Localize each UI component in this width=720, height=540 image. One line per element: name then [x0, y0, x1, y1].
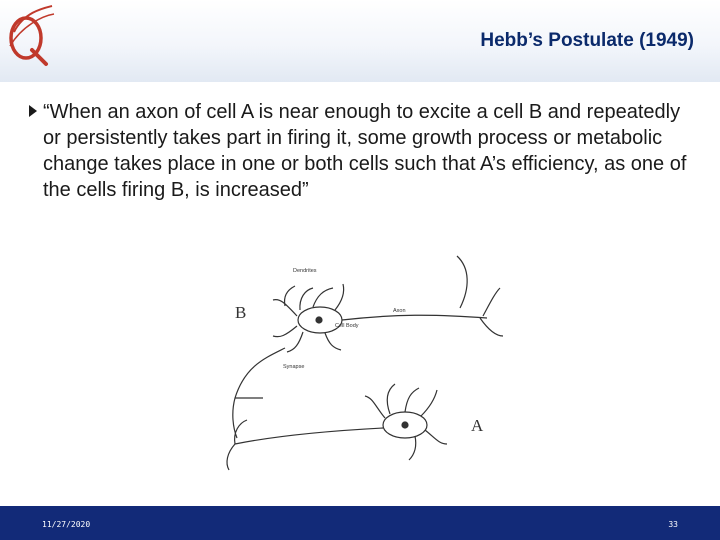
q-logo-icon	[4, 2, 56, 68]
footer-date: 11/27/2020	[42, 520, 91, 529]
bullet-item	[28, 99, 698, 203]
axon-b	[342, 315, 487, 320]
slide-header	[0, 0, 720, 82]
label-b: B	[235, 303, 247, 322]
axon-a	[235, 428, 383, 444]
slide-title: Hebb’s Postulate (1949)	[480, 30, 694, 51]
neuron-b	[233, 256, 503, 438]
label-dendrites: Dendrites	[293, 268, 317, 274]
neuron-diagram	[225, 248, 505, 496]
bullet-text: “When an axon of cell A is near enough to excite a cell B and repeatedly or persistently takes part in firing it, some growth process or metabolic change takes place in one or both cells such that A’s efficiency, as one of the cells firing B, is increased”	[43, 101, 687, 201]
triangle-bullet-icon	[28, 104, 38, 118]
slide-footer	[0, 506, 720, 540]
neuron-a	[227, 384, 447, 470]
page-number: 33	[668, 520, 678, 529]
label-axon: Axon	[393, 308, 406, 314]
label-synapse: Synapse	[283, 364, 305, 370]
label-cell-body: Cell Body	[335, 323, 359, 329]
label-a: A	[471, 416, 484, 435]
